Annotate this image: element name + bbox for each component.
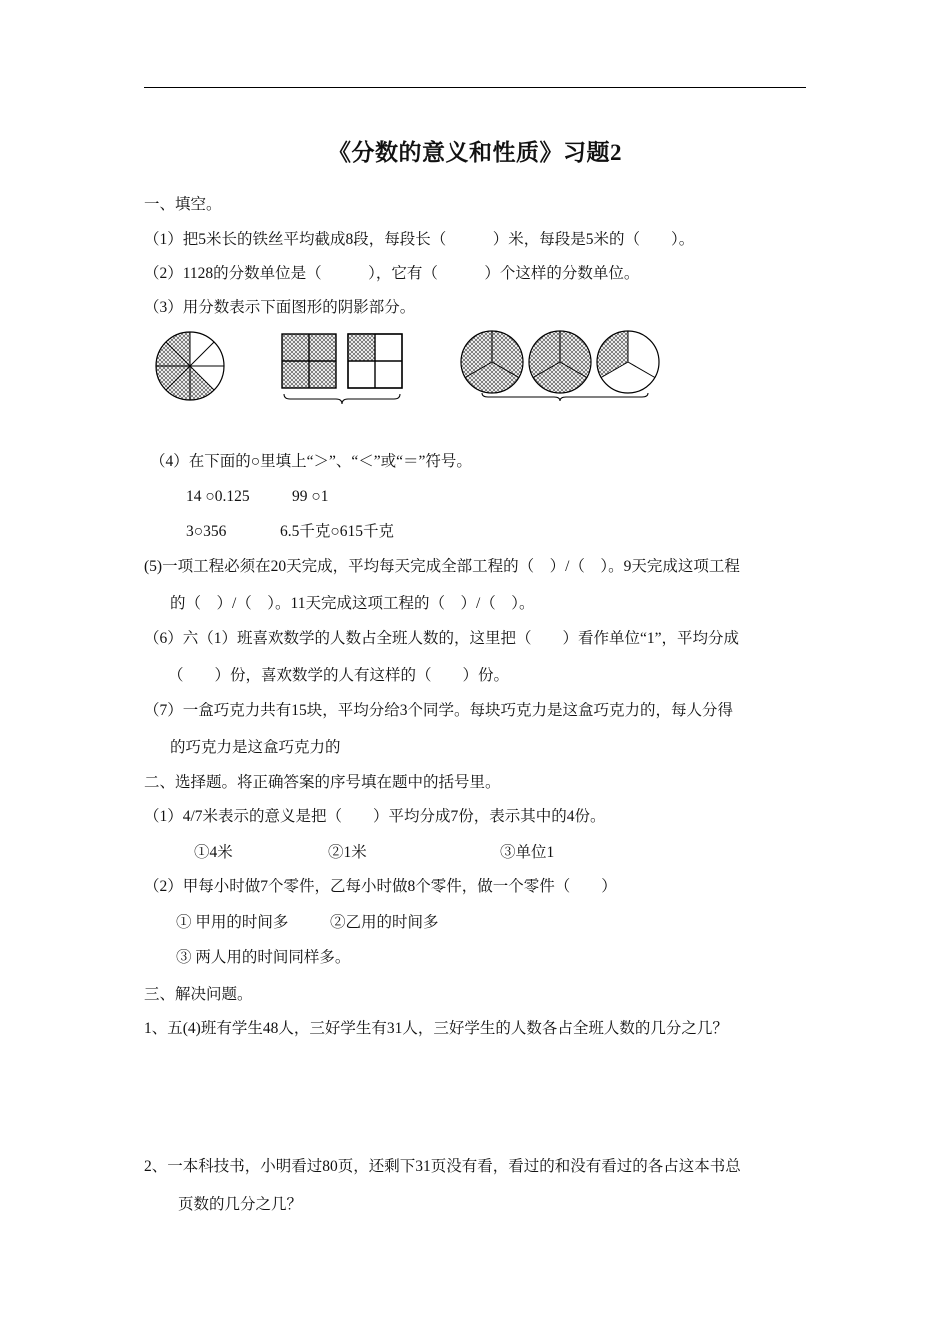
- option-2-2-c: ③ 两人用的时间同样多。: [176, 949, 351, 966]
- question-1-6-line1: （6）六（1）班喜欢数学的人数占全班人数的，这里把（ ）看作单位“1”，平均分成: [144, 630, 740, 647]
- section1-heading: 一、填空。: [144, 196, 222, 213]
- option-2-1-a: ①4米: [194, 844, 233, 861]
- page-title: 《分数的意义和性质》习题2: [328, 140, 622, 165]
- problem-3-2-line1: 2、一本科技书，小明看过80页，还剩下31页没有看，看过的和没有看过的各占这本书总: [144, 1158, 741, 1175]
- question-1-7-line2: 的巧克力是这盒巧克力的: [170, 739, 341, 756]
- problem-3-2-line2: 页数的几分之几？: [178, 1196, 303, 1213]
- problem-3-1: 1、五(4)班有学生48人，三好学生有31人，三好学生的人数各占全班人数的几分之几？: [144, 1020, 728, 1037]
- option-2-2-b: ②乙用的时间多: [330, 914, 439, 931]
- question-1-2: （2）1128的分数单位是（ ），它有（ ）个这样的分数单位。: [144, 265, 640, 282]
- option-2-1-b: ②1米: [328, 844, 367, 861]
- circles-thirds-figure: [461, 331, 659, 401]
- question-1-5-line2: 的（ ）/（ ）。11天完成这项工程的（ ）/（ ）。: [170, 595, 535, 612]
- fraction-figures: [150, 326, 670, 406]
- circle-eighths-figure: [156, 332, 224, 400]
- question-1-5-line1: (5)一项工程必须在20天完成，平均每天完成全部工程的（ ）/（ ）。9天完成这项工程: [144, 558, 740, 575]
- compare-1b: 99 ○1: [292, 488, 329, 505]
- question-1-4: （4）在下面的○里填上“＞”、“＜”或“＝”符号。: [150, 453, 472, 470]
- option-2-1-c: ③单位1: [500, 844, 555, 861]
- question-1-1: （1）把5米长的铁丝平均截成8段，每段长（ ）米，每段是5米的（ ）。: [144, 231, 695, 248]
- header-rule: [144, 87, 806, 88]
- section3-heading: 三、解决问题。: [144, 986, 253, 1003]
- squares-figure: [282, 334, 402, 404]
- compare-1a: 14 ○0.125: [186, 488, 250, 505]
- section2-heading: 二、选择题。将正确答案的序号填在题中的括号里。: [144, 774, 501, 791]
- option-2-2-a: ① 甲用的时间多: [176, 914, 289, 931]
- question-1-6-line2: （ ）份，喜欢数学的人有这样的（ ）份。: [168, 667, 510, 684]
- question-2-1: （1）4/7米表示的意义是把（ ）平均分成7份，表示其中的4份。: [144, 808, 606, 825]
- compare-2a: 3○356: [186, 523, 227, 540]
- question-1-3: （3）用分数表示下面图形的阴影部分。: [144, 299, 416, 316]
- question-1-7-line1: （7）一盒巧克力共有15块，平均分给3个同学。每块巧克力是这盒巧克力的，每人分得: [144, 702, 734, 719]
- question-2-2: （2）甲每小时做7个零件，乙每小时做8个零件，做一个零件（ ）: [144, 878, 617, 895]
- compare-2b: 6.5千克○615千克: [280, 523, 394, 540]
